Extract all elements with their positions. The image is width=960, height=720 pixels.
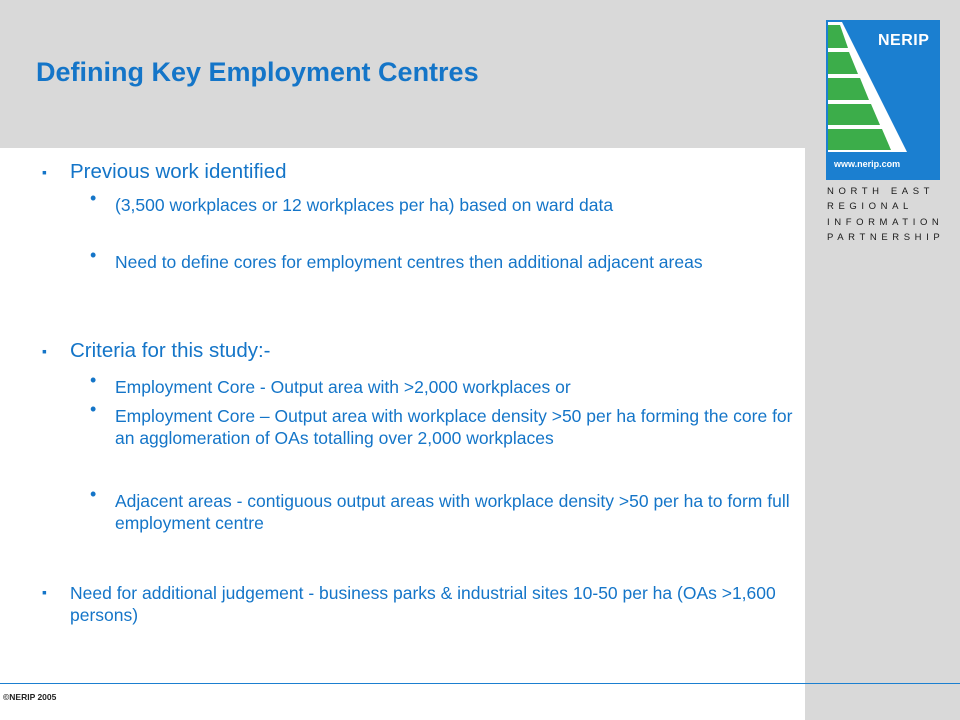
logo-box [826,20,940,180]
footer-copyright: ©NERIP 2005 [3,692,57,702]
sub-bullet-ward-data: (3,500 workplaces or 12 workplaces per ha) based on ward data [115,195,614,215]
bullet-additional-judgement: Need for additional judgement - business parks & industrial sites 10-50 per ha (OAs >1,600 persons) [70,583,776,625]
logo-words [827,184,947,245]
dot-bullet-icon: • [90,245,97,265]
bullet-previous-work: Previous work identified [70,160,287,183]
sub-bullet-core-density: Employment Core – Output area with workplace density >50 per ha forming the core for an agglomeration of OAs totalling over 2,000 workplaces [115,406,793,448]
square-bullet-icon: ▪ [42,164,47,180]
logo-word-2: REGIONAL [827,201,913,213]
square-bullet-icon: ▪ [42,584,47,600]
logo-word-1: NORTH EAST [827,186,935,197]
logo-word-3: INFORMATION [827,216,944,228]
sub-bullet-define-cores: Need to define cores for employment centres then additional adjacent areas [115,252,703,272]
footer-divider [0,683,960,684]
logo-url: www.nerip.com [834,159,901,169]
slide-title: Defining Key Employment Centres [36,57,479,87]
nerip-logo [826,20,946,256]
sub-bullet-adjacent-areas: Adjacent areas - contiguous output areas with workplace density >50 per ha to form full employment centre [115,491,790,533]
dot-bullet-icon: • [90,484,97,504]
logo-word-4: PARTNERSHIP [827,231,945,243]
logo-name: NERIP [878,32,930,49]
dot-bullet-icon: • [90,399,97,419]
sub-bullet-core-workplaces: Employment Core - Output area with >2,000 workplaces or [115,377,571,397]
square-bullet-icon: ▪ [42,343,47,359]
bullet-criteria: Criteria for this study:- [70,339,271,362]
dot-bullet-icon: • [90,370,97,390]
dot-bullet-icon: • [90,188,97,208]
